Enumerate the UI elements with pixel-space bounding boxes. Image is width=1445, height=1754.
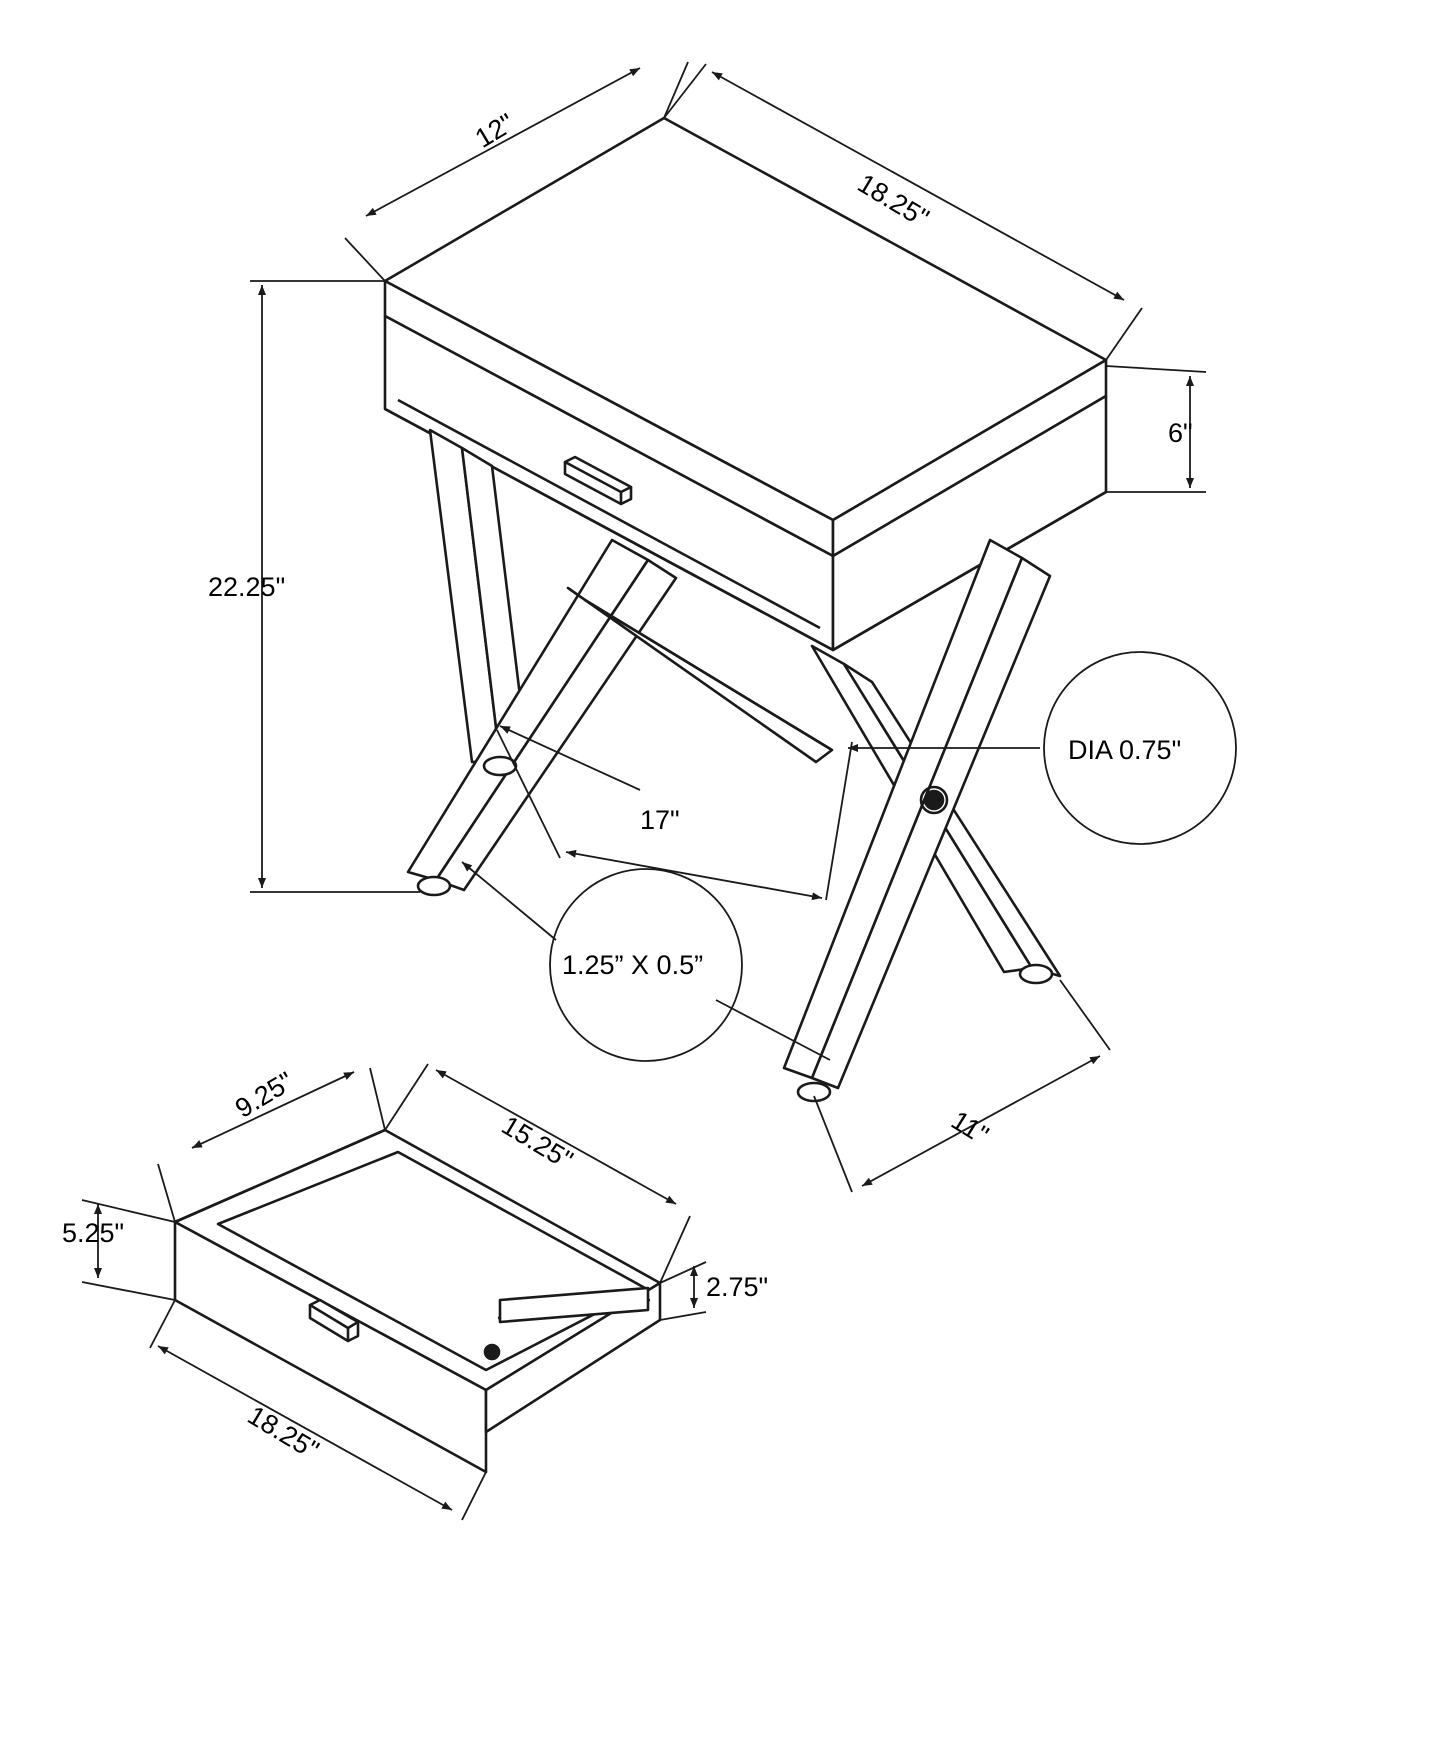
dim-label-leg-spread-17: 17" <box>640 805 680 835</box>
dim-label-drawer-depth: 9.25" <box>230 1065 299 1124</box>
ext-275b <box>660 1312 706 1320</box>
lead-stretcher-a <box>462 862 556 940</box>
dim-label-overall-height: 22.25" <box>208 572 286 602</box>
dim-label-drawer-outer-width: 18.25" <box>242 1400 325 1466</box>
callout-label-leg-diameter: DIA 0.75" <box>1068 735 1182 765</box>
dim-label-drawer-box-height: 2.75" <box>706 1272 769 1302</box>
dim-17 <box>566 852 822 898</box>
ext-17b <box>826 742 852 900</box>
cross-joint-bolt <box>925 791 943 809</box>
ext-6a <box>1106 366 1206 372</box>
ext-925b <box>158 1164 175 1222</box>
ext-1825b <box>1106 308 1142 360</box>
dim-label-drawer-height: 6" <box>1168 418 1193 448</box>
ext-11a <box>814 1096 852 1192</box>
dim-label-top-depth: 12" <box>470 107 520 154</box>
dim-label-drawer-inner-width: 15.25" <box>496 1110 579 1176</box>
dim-label-leg-spread-11: 11" <box>946 1105 994 1151</box>
foot-cap-3 <box>1020 965 1052 983</box>
dim-label-drawer-side-height: 5.25" <box>62 1218 125 1248</box>
dim-label-top-width: 18.25" <box>852 168 935 234</box>
ext-925a <box>370 1068 385 1130</box>
ext-1825da <box>150 1300 175 1348</box>
leg-back-left <box>408 540 648 880</box>
drawer-screw <box>485 1345 499 1359</box>
ext-1525a <box>385 1064 428 1130</box>
ext-1825a <box>664 64 706 118</box>
ext-11b <box>1060 980 1110 1050</box>
callout-label-stretcher-size: 1.25” X 0.5” <box>562 950 704 980</box>
ext-525b <box>82 1282 175 1300</box>
foot-cap-2 <box>418 877 450 895</box>
table-body <box>385 118 1106 1101</box>
ext-1825db <box>462 1472 486 1520</box>
ext-12a <box>664 62 688 118</box>
ext-275a <box>660 1262 706 1283</box>
ext-12b <box>345 238 385 281</box>
ext-1525b <box>660 1216 690 1283</box>
